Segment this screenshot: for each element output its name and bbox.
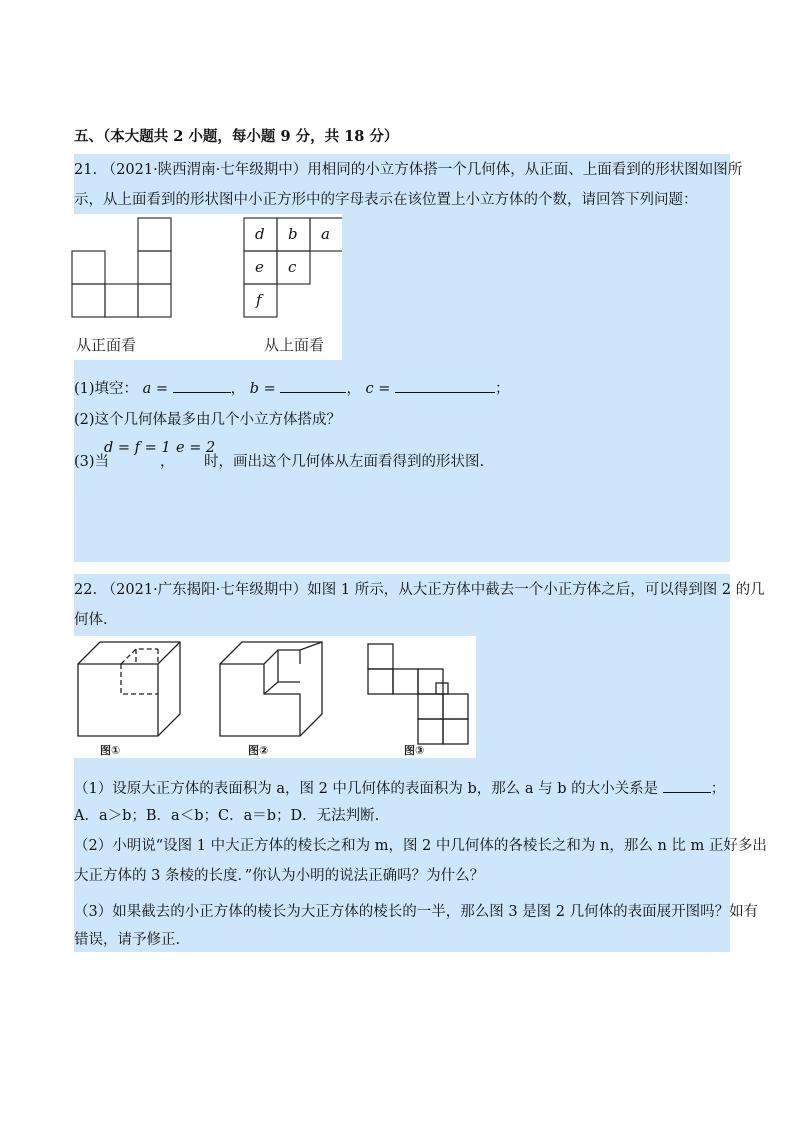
- q22-figures: [66, 636, 476, 758]
- q22-part1-text: （1）设原大正方体的表面积为 a，图 2 中几何体的表面积为 b，那么 a 与 b 的大小关系是: [74, 781, 659, 797]
- q22-part2-line2: 大正方体的 3 条棱的长度．”你认为小明的说法正确吗？为什么？: [74, 868, 485, 884]
- q21-part1-c-label: c =: [365, 381, 391, 397]
- grid-letter-d: d: [255, 225, 265, 243]
- q22-part1-line1: [74, 778, 725, 799]
- q21-part1: (1)填空： a = ， b = ， c = ；: [74, 378, 510, 399]
- q21-part1-b-label: b =: [249, 381, 276, 397]
- answer-blank-q22-1[interactable]: [663, 778, 711, 793]
- q22-stem-line1: 22. （2021·广东揭阳·七年级期中）如图 1 所示，从大正方体中截去一个小正方体之后，可以得到图 2 的几: [74, 582, 765, 598]
- grid-letter-b: b: [288, 225, 298, 243]
- grid-letter-a: a: [321, 225, 330, 243]
- front-view-caption: 从正面看: [76, 336, 137, 354]
- q22-figures-drawing: [66, 636, 476, 758]
- q21-figure: [66, 214, 342, 360]
- q21-part3-prefix: (3)当: [74, 454, 110, 470]
- q22-part1-end: ；: [710, 781, 726, 797]
- figure-2-caption: 图②: [248, 744, 269, 757]
- question-22-highlight: [74, 574, 730, 952]
- grid-letter-f: f: [256, 291, 262, 309]
- q21-stem-line1: 21. （2021·陕西渭南·七年级期中）用相同的小立方体搭一个几何体，从正面、上面看到的形状图如图所: [74, 162, 743, 178]
- q21-part3-comma: ，: [160, 454, 175, 470]
- q21-part3-suffix: 时，画出这个几何体从左面看得到的形状图.: [204, 454, 485, 470]
- q21-part2: (2)这个几何体最多由几个小立方体搭成？: [74, 412, 342, 428]
- q21-part1-end: ；: [495, 381, 510, 397]
- answer-blank-c[interactable]: [395, 378, 495, 393]
- q22-part2-line1: （2）小明说“设图 1 中大正方体的棱长之和为 m，图 2 中几何体的各棱长之和为 n，那么 n 比 m 正好多出: [74, 838, 767, 854]
- figure-1-caption: 图①: [100, 744, 121, 757]
- q22-part1-options: A．a＞b；B．a＜b；C．a＝b；D．无法判断.: [74, 808, 380, 824]
- grid-letter-c: c: [288, 258, 297, 276]
- figure-3-caption: 图③: [404, 744, 425, 757]
- q21-part1-a-label: a =: [142, 381, 169, 397]
- top-view-caption: 从上面看: [264, 336, 325, 354]
- q22-part3-line1: （3）如果截去的小正方体的棱长为大正方体的棱长的一半，那么图 3 是图 2 几何体的表面展开图吗？如有: [74, 904, 759, 920]
- q21-part3-condition-2: e = 2: [176, 440, 216, 456]
- q22-part3-line2: 错误，请予修正.: [74, 932, 181, 948]
- q21-part1-prefix: (1)填空：: [74, 381, 139, 397]
- q21-stem-line2: 示，从上面看到的形状图中小正方形中的字母表示在该位置上小立方体的个数，请回答下列问题：: [74, 192, 698, 208]
- q22-stem-line2: 何体.: [74, 612, 108, 628]
- answer-blank-a[interactable]: [173, 378, 231, 393]
- answer-blank-b[interactable]: [280, 378, 346, 393]
- section-heading: 五、（本大题共 2 小题，每小题 9 分，共 18 分）: [74, 128, 399, 145]
- grid-letter-e: e: [255, 258, 264, 276]
- q21-part3-condition-1: d = f = 1: [104, 440, 171, 456]
